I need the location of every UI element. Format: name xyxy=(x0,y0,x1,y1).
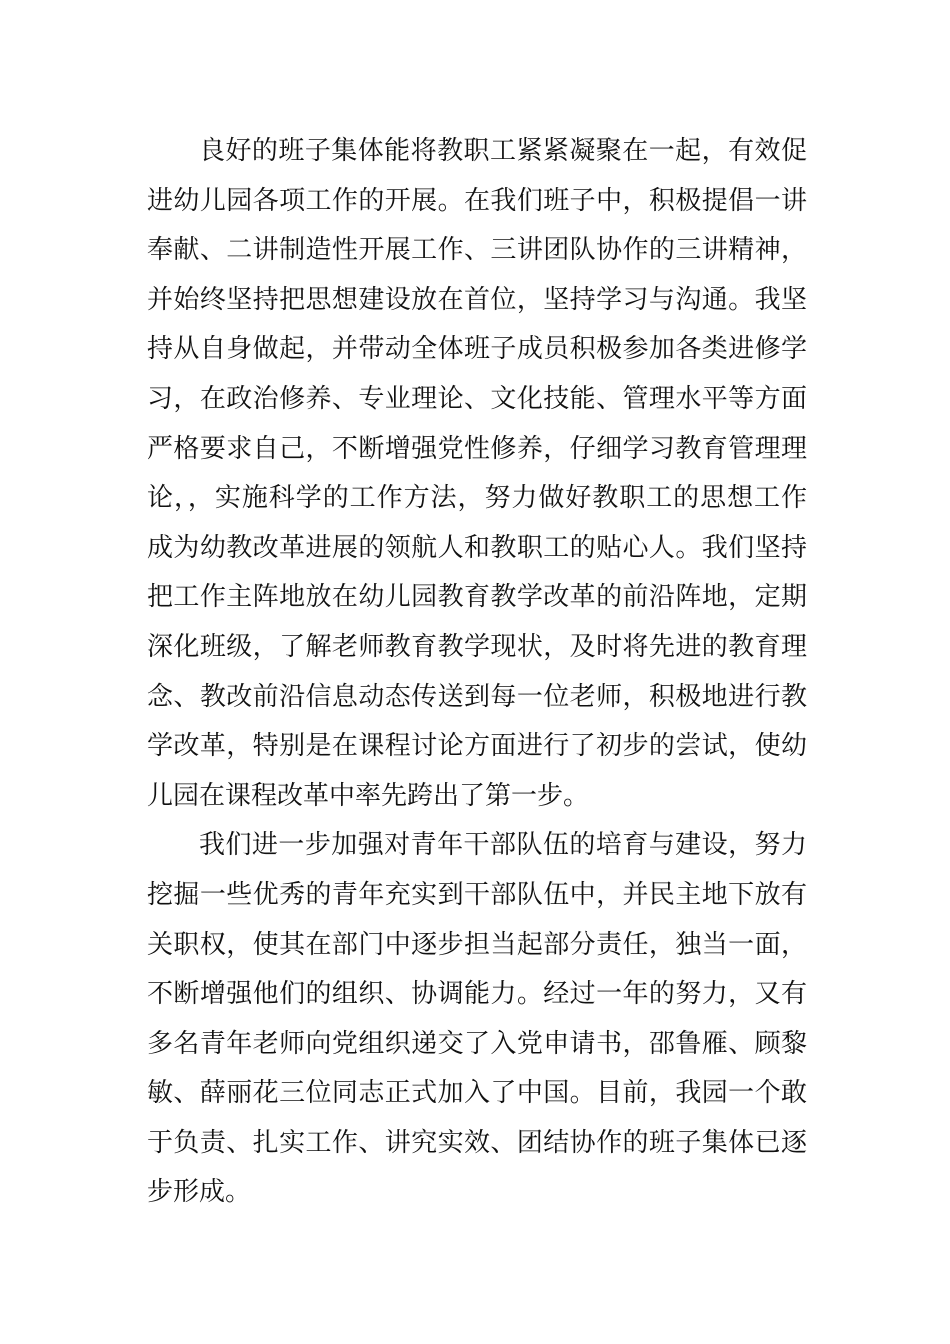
text-line: 深化班级，了解老师教育教学现状，及时将先进的教育理 xyxy=(147,631,807,662)
text-line: 持从自身做起，并带动全体班子成员积极参加各类进修学 xyxy=(147,334,807,365)
text-line: 关职权，使其在部门中逐步担当起部分责任，独当一面， xyxy=(147,929,807,960)
text-line: 习，在政治修养、专业理论、文化技能、管理水平等方面 xyxy=(147,383,807,414)
text-line: 严格要求自己，不断增强党性修养，仔细学习教育管理理 xyxy=(147,433,807,464)
text-line: 学改革，特别是在课程讨论方面进行了初步的尝试，使幼 xyxy=(147,731,807,762)
text-line: 我们进一步加强对青年干部队伍的培育与建设，努力 xyxy=(199,830,807,861)
paragraph-2 xyxy=(147,821,807,1218)
text-line: 于负责、扎实工作、讲究实效、团结协作的班子集体已逐 xyxy=(147,1127,807,1158)
text-line: 并始终坚持把思想建设放在首位，坚持学习与沟通。我坚 xyxy=(147,284,807,315)
document-body xyxy=(147,127,807,1218)
text-line: 念、教改前沿信息动态传送到每一位老师，积极地进行教 xyxy=(147,681,807,712)
text-line: 把工作主阵地放在幼儿园教育教学改革的前沿阵地，定期 xyxy=(147,582,807,613)
text-line: 良好的班子集体能将教职工紧紧凝聚在一起，有效促 xyxy=(199,136,807,166)
text-line: 儿园在课程改革中率先跨出了第一步。 xyxy=(147,780,590,811)
paragraph-1 xyxy=(147,127,807,821)
text-line: 进幼儿园各项工作的开展。在我们班子中，积极提倡一讲 xyxy=(147,185,807,216)
text-line: 论，，实施科学的工作方法，努力做好教职工的思想工作 xyxy=(147,483,807,514)
text-line: 步形成。 xyxy=(147,1177,252,1208)
text-line: 奉献、二讲制造性开展工作、三讲团队协作的三讲精神， xyxy=(147,235,807,266)
text-line: 不断增强他们的组织、协调能力。经过一年的努力，又有 xyxy=(147,979,807,1010)
text-line: 多名青年老师向党组织递交了入党申请书，邵鲁雁、顾黎 xyxy=(147,1028,807,1059)
text-line: 挖掘一些优秀的青年充实到干部队伍中，并民主地下放有 xyxy=(147,879,807,910)
text-line: 成为幼教改革进展的领航人和教职工的贴心人。我们坚持 xyxy=(147,532,807,563)
text-line: 敏、薛丽花三位同志正式加入了中国。目前，我园一个敢 xyxy=(147,1078,807,1109)
